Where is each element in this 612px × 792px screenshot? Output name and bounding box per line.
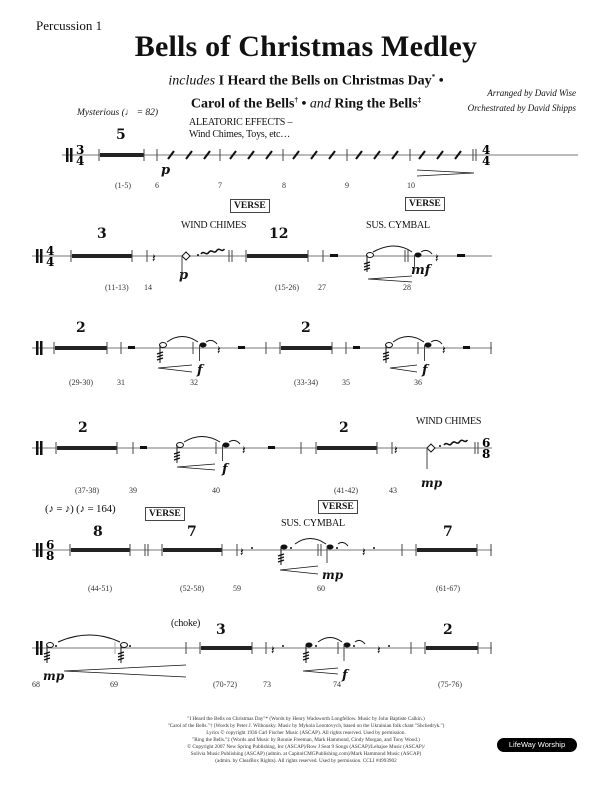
svg-text:𝄽: 𝄽 xyxy=(240,545,244,559)
multirest-count: 2 xyxy=(443,622,453,638)
bullet: • xyxy=(301,96,307,112)
measure-number: 39 xyxy=(129,486,137,495)
measure-number: (52-58) xyxy=(180,584,204,593)
measure-number: 73 xyxy=(263,680,271,689)
svg-text:6: 6 xyxy=(482,436,491,450)
multirest-count: 12 xyxy=(269,226,289,242)
svg-text:𝄽: 𝄽 xyxy=(442,343,446,357)
measure-number: (11-13) xyxy=(105,283,129,292)
dynamic-mp: mp xyxy=(43,669,65,683)
measure-number: (15-26) xyxy=(275,283,299,292)
measure-number: 28 xyxy=(403,283,411,292)
measure-number: 27 xyxy=(318,283,326,292)
measure-number: 40 xyxy=(212,486,220,495)
footer-line: "I Heard the Bells on Christmas Day"* (Words by Henry Wadsworth Longfellow. Music by John Baptiste Calkin.) xyxy=(187,716,425,722)
orchestrator: Orchestrated by David Shipps xyxy=(467,103,576,113)
staff-system-4 xyxy=(0,433,612,483)
svg-text:3: 3 xyxy=(76,143,85,157)
measure-number: 31 xyxy=(117,378,125,387)
song-1-mark: * xyxy=(431,73,436,81)
svg-text:6: 6 xyxy=(46,538,55,552)
measure-number: (41-42) xyxy=(334,486,358,495)
measure-number: 74 xyxy=(333,680,341,689)
rehearsal-verse: VERSE xyxy=(318,500,358,514)
instrument-label: SUS. CYMBAL xyxy=(366,220,430,231)
measure-number: 69 xyxy=(110,680,118,689)
dynamic-f: f xyxy=(422,363,428,378)
measure-number: 43 xyxy=(389,486,397,495)
tempo-marking: Mysterious (♩ = 82) xyxy=(77,108,159,118)
multirest-count: 3 xyxy=(216,622,226,638)
measure-number: 8 xyxy=(282,181,286,190)
staff-system-1 xyxy=(0,140,612,180)
multirest-count: 2 xyxy=(301,320,311,336)
dynamic-f: f xyxy=(342,668,348,683)
svg-text:𝄽: 𝄽 xyxy=(377,643,381,657)
measure-number: (33-34) xyxy=(294,378,318,387)
measure-number: 60 xyxy=(317,584,325,593)
svg-text:8: 8 xyxy=(46,549,55,563)
staff-system-6 xyxy=(0,633,612,693)
measure-number: (61-67) xyxy=(436,584,460,593)
staff-system-2-right xyxy=(0,240,612,300)
multirest-count: 8 xyxy=(93,524,103,540)
svg-text:𝄽: 𝄽 xyxy=(271,643,275,657)
footer-line: Solivia Music Publishing (ASCAP) (admin. at CapitolCMGPublishing.com)/Mark Hammond Music (ASCAP) xyxy=(190,751,422,757)
and-label: and xyxy=(309,96,331,112)
svg-text:𝄽: 𝄽 xyxy=(362,545,366,559)
instrument-label: WIND CHIMES xyxy=(416,416,482,427)
multirest-count: 5 xyxy=(116,127,126,143)
measure-number: (75-76) xyxy=(438,680,462,689)
measure-number: 59 xyxy=(233,584,241,593)
multirest-count: 2 xyxy=(339,420,349,436)
measure-number: 68 xyxy=(32,680,40,689)
song-2-mark: † xyxy=(294,95,298,104)
svg-text:4: 4 xyxy=(46,244,55,258)
svg-text:4: 4 xyxy=(46,255,55,269)
measure-number: (37-38) xyxy=(75,486,99,495)
dynamic-f: f xyxy=(197,363,203,378)
staff-system-3 xyxy=(0,333,612,383)
svg-text:8: 8 xyxy=(482,447,491,461)
svg-text:𝄽: 𝄽 xyxy=(152,251,156,265)
copyright-footer xyxy=(100,716,512,765)
dynamic-mp: mp xyxy=(421,476,443,490)
dynamic-mp: mp xyxy=(322,568,344,582)
footer-line: © Copyright 2007 New Spring Publishing, Inc (ASCAP)/Row J Seat 9 Songs (ASCAP)/Lehajoe Music (ASCAP)/ xyxy=(187,744,425,750)
bullet: • xyxy=(438,73,444,89)
svg-text:4: 4 xyxy=(482,143,491,157)
choke-annotation: (choke) xyxy=(171,618,201,629)
arranger: Arranged by David Wise xyxy=(487,88,576,98)
svg-text:4: 4 xyxy=(76,154,85,168)
svg-text:𝄽: 𝄽 xyxy=(394,443,398,457)
footer-line: "Ring the Bells."‡ (Words and Music by Ronnie Freeman, Mark Hammond, Cindy Morgan, and Tony Wood.) xyxy=(192,737,420,743)
rehearsal-verse: VERSE xyxy=(405,197,445,211)
dynamic-p: p xyxy=(161,163,171,178)
instruction-line-1: ALEATORIC EFFECTS – xyxy=(189,117,293,128)
measure-number: 7 xyxy=(218,181,222,190)
instrument-label: WIND CHIMES xyxy=(181,220,247,231)
song-2: Carol of the Bells xyxy=(190,96,295,112)
song-3: Ring the Bells xyxy=(334,96,418,112)
instrument-label: SUS. CYMBAL xyxy=(281,518,345,529)
part-name: Percussion 1 xyxy=(36,18,103,33)
measure-number: 36 xyxy=(414,378,422,387)
measure-number: (1-5) xyxy=(115,181,131,190)
multirest-count: 3 xyxy=(97,226,107,242)
includes-label: includes xyxy=(168,73,216,89)
credits xyxy=(468,86,576,116)
multirest-count: 2 xyxy=(78,420,88,436)
publisher-logo: LifeWay Worship xyxy=(497,738,577,752)
svg-text:𝄽: 𝄽 xyxy=(435,251,439,265)
staff-system-5 xyxy=(0,535,612,585)
measure-number: (44-51) xyxy=(88,584,112,593)
instruction-line-2: Wind Chimes, Toys, etc… xyxy=(189,129,291,140)
multirest-count: 7 xyxy=(443,524,453,540)
measure-number: 10 xyxy=(407,181,415,190)
rehearsal-verse: VERSE xyxy=(145,507,185,521)
footer-line: Lyrics © copyright 1936 Carl Fischer Music (ASCAP). All rights reserved. Used by permission. xyxy=(206,730,406,736)
multirest-count: 2 xyxy=(76,320,86,336)
piece-title: Bells of Christmas Medley xyxy=(134,30,478,63)
dynamic-p: p xyxy=(179,268,189,283)
rehearsal-verse: VERSE xyxy=(230,199,270,213)
measure-number: 6 xyxy=(155,181,159,190)
svg-text:𝄽: 𝄽 xyxy=(217,343,221,357)
measure-number: (70-72) xyxy=(213,680,237,689)
tempo-equivalence: (♪ = ♪) (♪ = 164) xyxy=(45,503,116,515)
multirest-count: 7 xyxy=(187,524,197,540)
measure-number: 35 xyxy=(342,378,350,387)
dynamic-mf: mf xyxy=(411,263,431,278)
svg-text:𝄽: 𝄽 xyxy=(242,443,246,457)
measure-number: 32 xyxy=(190,378,198,387)
measure-number: (29-30) xyxy=(69,378,93,387)
measure-number: 9 xyxy=(345,181,349,190)
song-3-mark: ‡ xyxy=(417,95,422,104)
dynamic-f: f xyxy=(222,462,228,477)
svg-text:4: 4 xyxy=(482,154,491,168)
footer-line: "Carol of the Bells."† (Words by Peter J. Wilhousky. Music by Mykola Leontovych, based on the Ukrainian folk chant "Shchedryk.") xyxy=(167,723,445,729)
footer-line: (admin. by ClearBox Rights). All rights reserved. Used by permission. CCLI #4993902 xyxy=(215,758,397,764)
measure-number: 14 xyxy=(144,283,152,292)
song-1: I Heard the Bells on Christmas Day xyxy=(218,73,432,89)
